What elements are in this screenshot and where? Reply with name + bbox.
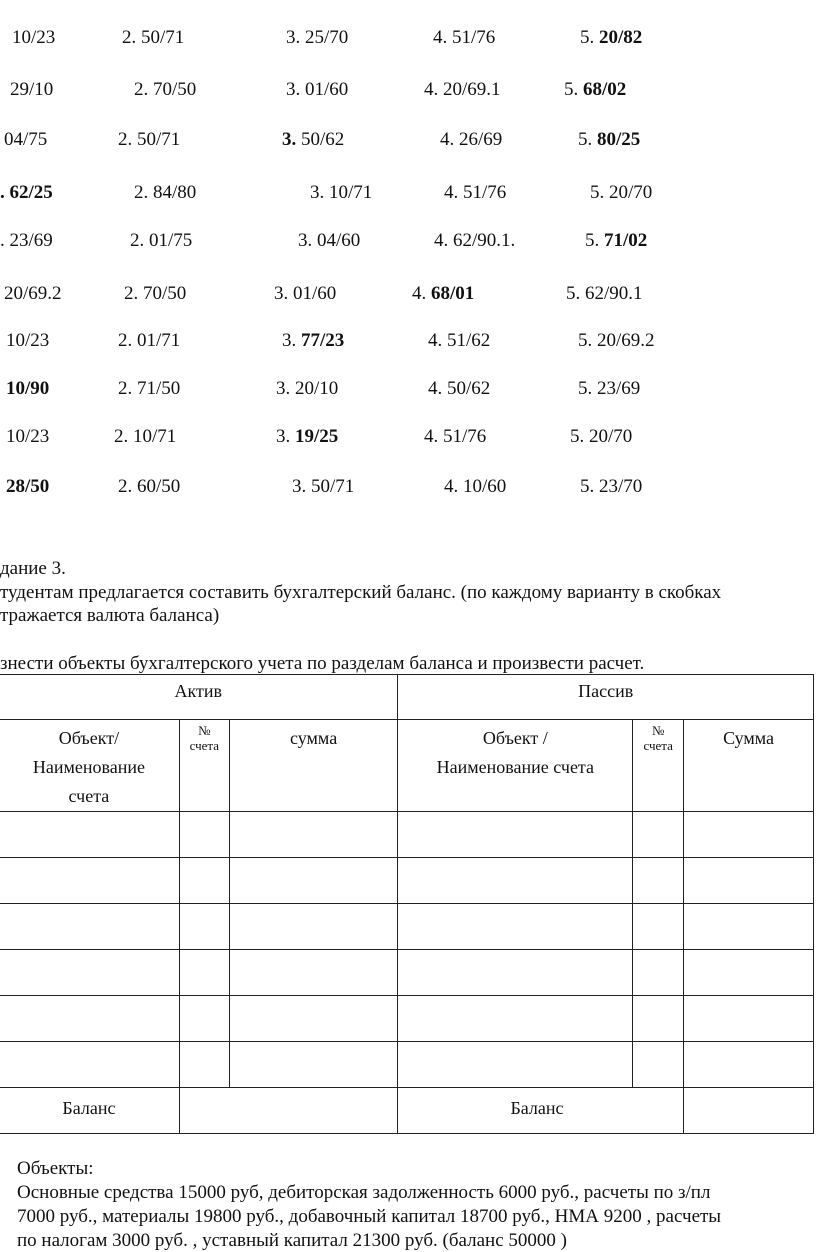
answer-value: 80/25 [597, 129, 641, 150]
answer-value: 77/23 [301, 330, 345, 351]
answer-number: 2. [124, 283, 143, 304]
answer-item [564, 79, 626, 101]
column-header-row [0, 720, 814, 812]
answer-number: 2. [118, 330, 137, 351]
answer-item [4, 283, 62, 305]
empty-cell[interactable] [633, 996, 684, 1042]
answer-number: 4. [433, 27, 452, 48]
objects-heading: Объекты: [17, 1158, 94, 1179]
answer-item [276, 378, 338, 400]
empty-cell[interactable] [229, 858, 398, 904]
answer-value: 20/69.2 [4, 283, 62, 304]
objects-line-2: 7000 руб., материалы 19800 руб., добавочный капитал 18700 руб., НМА 9200 , расчеты [17, 1206, 722, 1227]
answer-value: 04/75 [4, 129, 48, 150]
answer-item [276, 426, 338, 448]
answer-item [434, 230, 515, 252]
answer-number: 3. [286, 79, 305, 100]
balance-passive-label: Баланс [398, 1088, 684, 1134]
table-row [0, 904, 814, 950]
answer-value: 50/62 [301, 129, 345, 150]
answer-item [428, 378, 490, 400]
answer-number: 5. [570, 426, 589, 447]
answer-number: . [0, 230, 10, 251]
answer-value: 20/70 [609, 182, 653, 203]
empty-cell[interactable] [179, 904, 229, 950]
answer-value: 23/70 [599, 476, 643, 497]
answer-item [114, 426, 176, 448]
answer-value: 62/90.1 [585, 283, 643, 304]
empty-cell[interactable] [179, 858, 229, 904]
table-row [0, 950, 814, 996]
answer-value: 10/23 [6, 330, 50, 351]
empty-cell[interactable] [179, 812, 229, 858]
answer-item [286, 79, 348, 101]
answer-value: 51/76 [443, 426, 487, 447]
answer-number: 2. [134, 182, 153, 203]
answer-number: 4. [424, 79, 443, 100]
answer-value: 29/10 [10, 79, 54, 100]
empty-cell[interactable] [179, 1042, 229, 1088]
balance-row [0, 1088, 814, 1134]
balance-active-label: Баланс [0, 1088, 179, 1134]
empty-cell[interactable] [398, 996, 633, 1042]
answer-number: 3. [286, 27, 305, 48]
answer-item [118, 330, 180, 352]
answer-number: 4. [428, 378, 447, 399]
answer-number: 5. [578, 330, 597, 351]
empty-cell[interactable] [398, 1042, 633, 1088]
answer-number: 2. [134, 79, 153, 100]
empty-cell[interactable] [633, 1042, 684, 1088]
active-section-header: Актив [0, 675, 398, 720]
answer-number: 2. [118, 476, 137, 497]
answer-item [444, 182, 506, 204]
answer-item [570, 426, 632, 448]
answer-item [130, 230, 192, 252]
empty-cell[interactable] [398, 858, 633, 904]
answer-item [274, 283, 336, 305]
task-description-line-2: тражается валюта баланса) [0, 605, 220, 626]
answer-value: 50/71 [137, 129, 181, 150]
answer-number: 3. [310, 182, 329, 203]
answer-item [590, 182, 652, 204]
answer-number: 3. [274, 283, 293, 304]
empty-cell[interactable] [684, 812, 814, 858]
answer-number: 2. [114, 426, 133, 447]
answer-number: 5. [564, 79, 583, 100]
answer-item [6, 378, 49, 400]
answer-value: 71/02 [604, 230, 648, 251]
answer-value: 20/10 [295, 378, 339, 399]
answer-number: 4. [440, 129, 459, 150]
empty-cell[interactable] [229, 950, 398, 996]
answer-value: 10/71 [329, 182, 373, 203]
empty-cell[interactable] [229, 812, 398, 858]
answer-number: . [0, 182, 10, 203]
passive-section-header: Пассив [398, 675, 814, 720]
answer-value: 20/82 [599, 27, 643, 48]
answer-item [6, 476, 49, 498]
empty-cell[interactable] [633, 858, 684, 904]
answer-value: 10/60 [463, 476, 507, 497]
answer-value: 62/90.1. [453, 230, 516, 251]
answer-number: 5. [578, 378, 597, 399]
empty-cell[interactable] [229, 904, 398, 950]
answer-value: 01/75 [149, 230, 193, 251]
empty-cell[interactable] [684, 950, 814, 996]
answer-value: 28/50 [6, 476, 50, 497]
answer-item [424, 426, 486, 448]
empty-cell[interactable] [229, 1042, 398, 1088]
answer-number: 5. [580, 27, 599, 48]
answer-value: 51/62 [447, 330, 491, 351]
empty-cell[interactable] [633, 950, 684, 996]
answer-value: 10/23 [12, 27, 56, 48]
answer-value: 01/60 [305, 79, 349, 100]
answer-value: 50/71 [141, 27, 185, 48]
answer-value: 51/76 [463, 182, 507, 203]
answer-item [578, 378, 640, 400]
answer-number: 2. [118, 378, 137, 399]
answer-value: 20/70 [589, 426, 633, 447]
answer-item [10, 79, 53, 101]
answer-value: 68/01 [431, 283, 475, 304]
empty-cell[interactable] [229, 996, 398, 1042]
answer-number: 5. [580, 476, 599, 497]
task-heading: дание 3. [0, 558, 66, 579]
answer-item [6, 330, 49, 352]
empty-cell[interactable] [0, 812, 179, 858]
passive-object-header: Объект / Наименование счета [398, 720, 633, 812]
answer-value: 84/80 [153, 182, 197, 203]
answer-item [124, 283, 186, 305]
balance-passive-value[interactable] [684, 1088, 814, 1134]
empty-cell[interactable] [684, 904, 814, 950]
empty-cell[interactable] [0, 996, 179, 1042]
answer-item [578, 129, 640, 151]
task-instruction: знести объекты бухгалтерского учета по разделам баланса и произвести расчет. [0, 653, 645, 674]
objects-line-3: по налогам 3000 руб. , уставный капитал 21300 руб. (баланс 50000 ) [17, 1230, 567, 1251]
table-row [0, 858, 814, 904]
answer-item [578, 330, 655, 352]
empty-cell[interactable] [684, 858, 814, 904]
answer-item [118, 129, 180, 151]
active-account-no-header: № счета [179, 720, 229, 812]
active-object-header: Объект/ Наименование счета [0, 720, 179, 812]
answer-number: 4. [444, 182, 463, 203]
answer-value: 70/50 [143, 283, 187, 304]
answer-item [444, 476, 506, 498]
answer-item [118, 378, 180, 400]
answer-value: 10/71 [133, 426, 177, 447]
answer-value: 71/50 [137, 378, 181, 399]
answer-item [428, 330, 490, 352]
answer-number: 4. [424, 426, 443, 447]
answer-item [134, 182, 196, 204]
active-sum-header: сумма [229, 720, 398, 812]
answer-number: 4. [428, 330, 447, 351]
table-row [0, 1042, 814, 1088]
answer-number: 5. [590, 182, 609, 203]
answer-number: 5. [566, 283, 585, 304]
answer-value: 23/69 [597, 378, 641, 399]
answer-item [0, 230, 53, 252]
answer-value: 10/90 [6, 378, 50, 399]
empty-cell[interactable] [0, 904, 179, 950]
answer-item [4, 129, 47, 151]
answer-value: 51/76 [452, 27, 496, 48]
answer-number: 2. [118, 129, 137, 150]
answer-value: 70/50 [153, 79, 197, 100]
empty-cell[interactable] [0, 858, 179, 904]
answer-value: 25/70 [305, 27, 349, 48]
empty-cell[interactable] [633, 904, 684, 950]
answer-number: 4. [444, 476, 463, 497]
answer-value: 60/50 [137, 476, 181, 497]
objects-line-1: Основные средства 15000 руб, дебиторская задолженность 6000 руб., расчеты по з/пл [17, 1182, 711, 1203]
answer-number: 3. [292, 476, 311, 497]
answer-number: 3. [282, 129, 301, 150]
answer-value: 50/62 [447, 378, 491, 399]
answer-item [298, 230, 360, 252]
empty-cell[interactable] [179, 996, 229, 1042]
answer-value: 10/23 [6, 426, 50, 447]
table-row [0, 812, 814, 858]
answer-number: 2. [130, 230, 149, 251]
empty-cell[interactable] [684, 996, 814, 1042]
answer-number: 3. [298, 230, 317, 251]
answer-item [310, 182, 372, 204]
answer-item [580, 27, 642, 49]
answer-number: 5. [585, 230, 604, 251]
answer-number: 5. [578, 129, 597, 150]
answer-number: 3. [282, 330, 301, 351]
task-description-line-1: тудентам предлагается составить бухгалтерский баланс. (по каждому варианту в скобках [0, 582, 722, 603]
answer-number: 4. [434, 230, 453, 251]
answer-value: 01/60 [293, 283, 337, 304]
empty-cell[interactable] [633, 812, 684, 858]
balance-active-value[interactable] [179, 1088, 398, 1134]
answer-value: 68/02 [583, 79, 627, 100]
answer-number: 3. [276, 426, 295, 447]
balance-table [0, 674, 814, 1134]
answer-value: 23/69 [9, 230, 53, 251]
answer-value: 04/60 [317, 230, 361, 251]
answer-item [286, 27, 348, 49]
answer-item [282, 330, 344, 352]
answer-item [6, 426, 49, 448]
empty-cell[interactable] [398, 950, 633, 996]
answer-item [580, 476, 642, 498]
answer-item [585, 230, 647, 252]
answer-item [12, 27, 55, 49]
answer-value: 26/69 [459, 129, 503, 150]
section-header-row [0, 675, 814, 720]
answer-item [118, 476, 180, 498]
answer-value: 20/69.1 [443, 79, 501, 100]
empty-cell[interactable] [398, 812, 633, 858]
answer-item [433, 27, 495, 49]
answer-number: 2. [122, 27, 141, 48]
answer-item [292, 476, 354, 498]
answer-value: 20/69.2 [597, 330, 655, 351]
empty-cell[interactable] [398, 904, 633, 950]
answer-number: 4. [412, 283, 431, 304]
answer-number: 3. [276, 378, 295, 399]
table-row [0, 996, 814, 1042]
empty-cell[interactable] [0, 1042, 179, 1088]
answer-value: 50/71 [311, 476, 355, 497]
answer-value: 62/25 [9, 182, 53, 203]
empty-cell[interactable] [0, 950, 179, 996]
passive-account-no-header: № счета [633, 720, 684, 812]
answer-item [0, 182, 53, 204]
empty-cell[interactable] [684, 1042, 814, 1088]
answer-item [424, 79, 501, 101]
answer-item [122, 27, 184, 49]
empty-cell[interactable] [179, 950, 229, 996]
answer-value: 01/71 [137, 330, 181, 351]
answer-value: 19/25 [295, 426, 339, 447]
answer-item [412, 283, 474, 305]
answer-item [440, 129, 502, 151]
answer-item [566, 283, 643, 305]
passive-sum-header: Сумма [684, 720, 814, 812]
answer-item [134, 79, 196, 101]
answer-item [282, 129, 344, 151]
